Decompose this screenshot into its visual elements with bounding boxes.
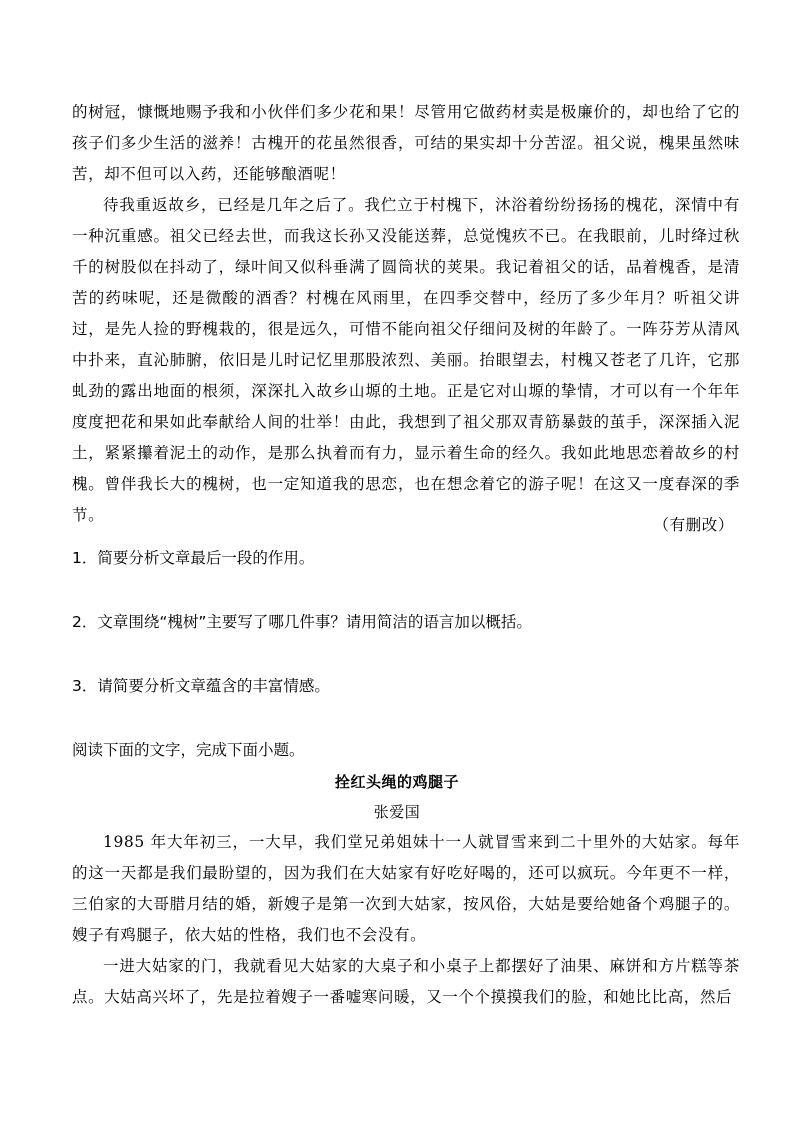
passage1-paragraph-1: 的树冠，慷慨地赐予我和小伙伴们多少花和果！尽管用它做药材卖是极廉价的，却也给了它的孩子们多少生活的滋养！古槐开的花虽然很香，可结的果实却十分苦涩。祖父说，槐果虽然味苦，却不但可以入药，还能够酿酒呢！ xyxy=(72,103,740,183)
question-3: 3．请简要分析文章蕴含的丰富情感。 xyxy=(72,677,330,695)
passage2-paragraph-1: 1985 年大年初三，一大早，我们堂兄弟姐妹十一人就冒雪来到二十里外的大姑家。每年的这一天都是我们最盼望的，因为我们在大姑家有好吃好喝的，还可以疯玩。今年更不一样，三伯家的大哥腊月结的婚，新嫂子是第一次到大姑家，按风俗，大姑是要给她备个鸡腿子的。嫂子有鸡腿子，依大姑的性格，我们也不会没有。 xyxy=(72,833,740,944)
question-2: 2．文章围绕“槐树”主要写了哪几件事？请用简洁的语言加以概括。 xyxy=(72,613,532,631)
passage2-author: 张爱国 xyxy=(373,803,421,821)
question-1: 1．简要分析文章最后一段的作用。 xyxy=(72,549,315,567)
source-note: （有删改） xyxy=(653,516,734,534)
passage1-paragraph-2: 待我重返故乡，已经是几年之后了。我伫立于村槐下，沐浴着纷纷扬扬的槐花，深情中有一种沉重感。祖父已经去世，而我这长孙又没能送葬，总觉愧疚不已。在我眼前，儿时绛过秋千的树股似在抖动了，绿叶间又似科垂满了圆筒状的荚果。我记着祖父的话，品着槐香，是清苦的药味呢，还是微酸的酒香？村槐在风雨里，在四季交替中，经历了多少年月？听祖父讲过，是先人捡的野槐栽的，很是远久，可惜不能向祖父仔细问及树的年龄了。一阵芬芳从清风中扑来，直沁肺腑，依旧是儿时记忆里那股浓烈、美丽。抬眼望去，村槐又苍老了几许，它那虬劲的露出地面的根须，深深扎入故乡山塬的土地。正是它对山塬的挚情，才可以有一个年年度度把花和果如此奉献给人间的壮举！由此，我想到了祖父那双青筋暴鼓的茧手，深深插入泥土，紧紧攥着泥土的动作，是那么执着而有力，显示着生命的经久。我如此地思恋着故乡的村槐。曾伴我长大的槐树，也一定知道我的思恋，也在想念着它的游子呢！在这又一度春深的季节。 xyxy=(72,196,740,524)
passage2-paragraph-2: 一进大姑家的门，我就看见大姑家的大桌子和小桌子上都摆好了油果、麻饼和方片糕等茶点。大姑高兴坏了，先是拉着嫂子一番嘘寒问暖，又一个个摸摸我们的脸，和她比比高，然后 xyxy=(72,957,740,1006)
passage2-title: 拴红头绳的鸡腿子 xyxy=(334,773,459,791)
reading-instruction: 阅读下面的文字，完成下面小题。 xyxy=(72,741,305,759)
